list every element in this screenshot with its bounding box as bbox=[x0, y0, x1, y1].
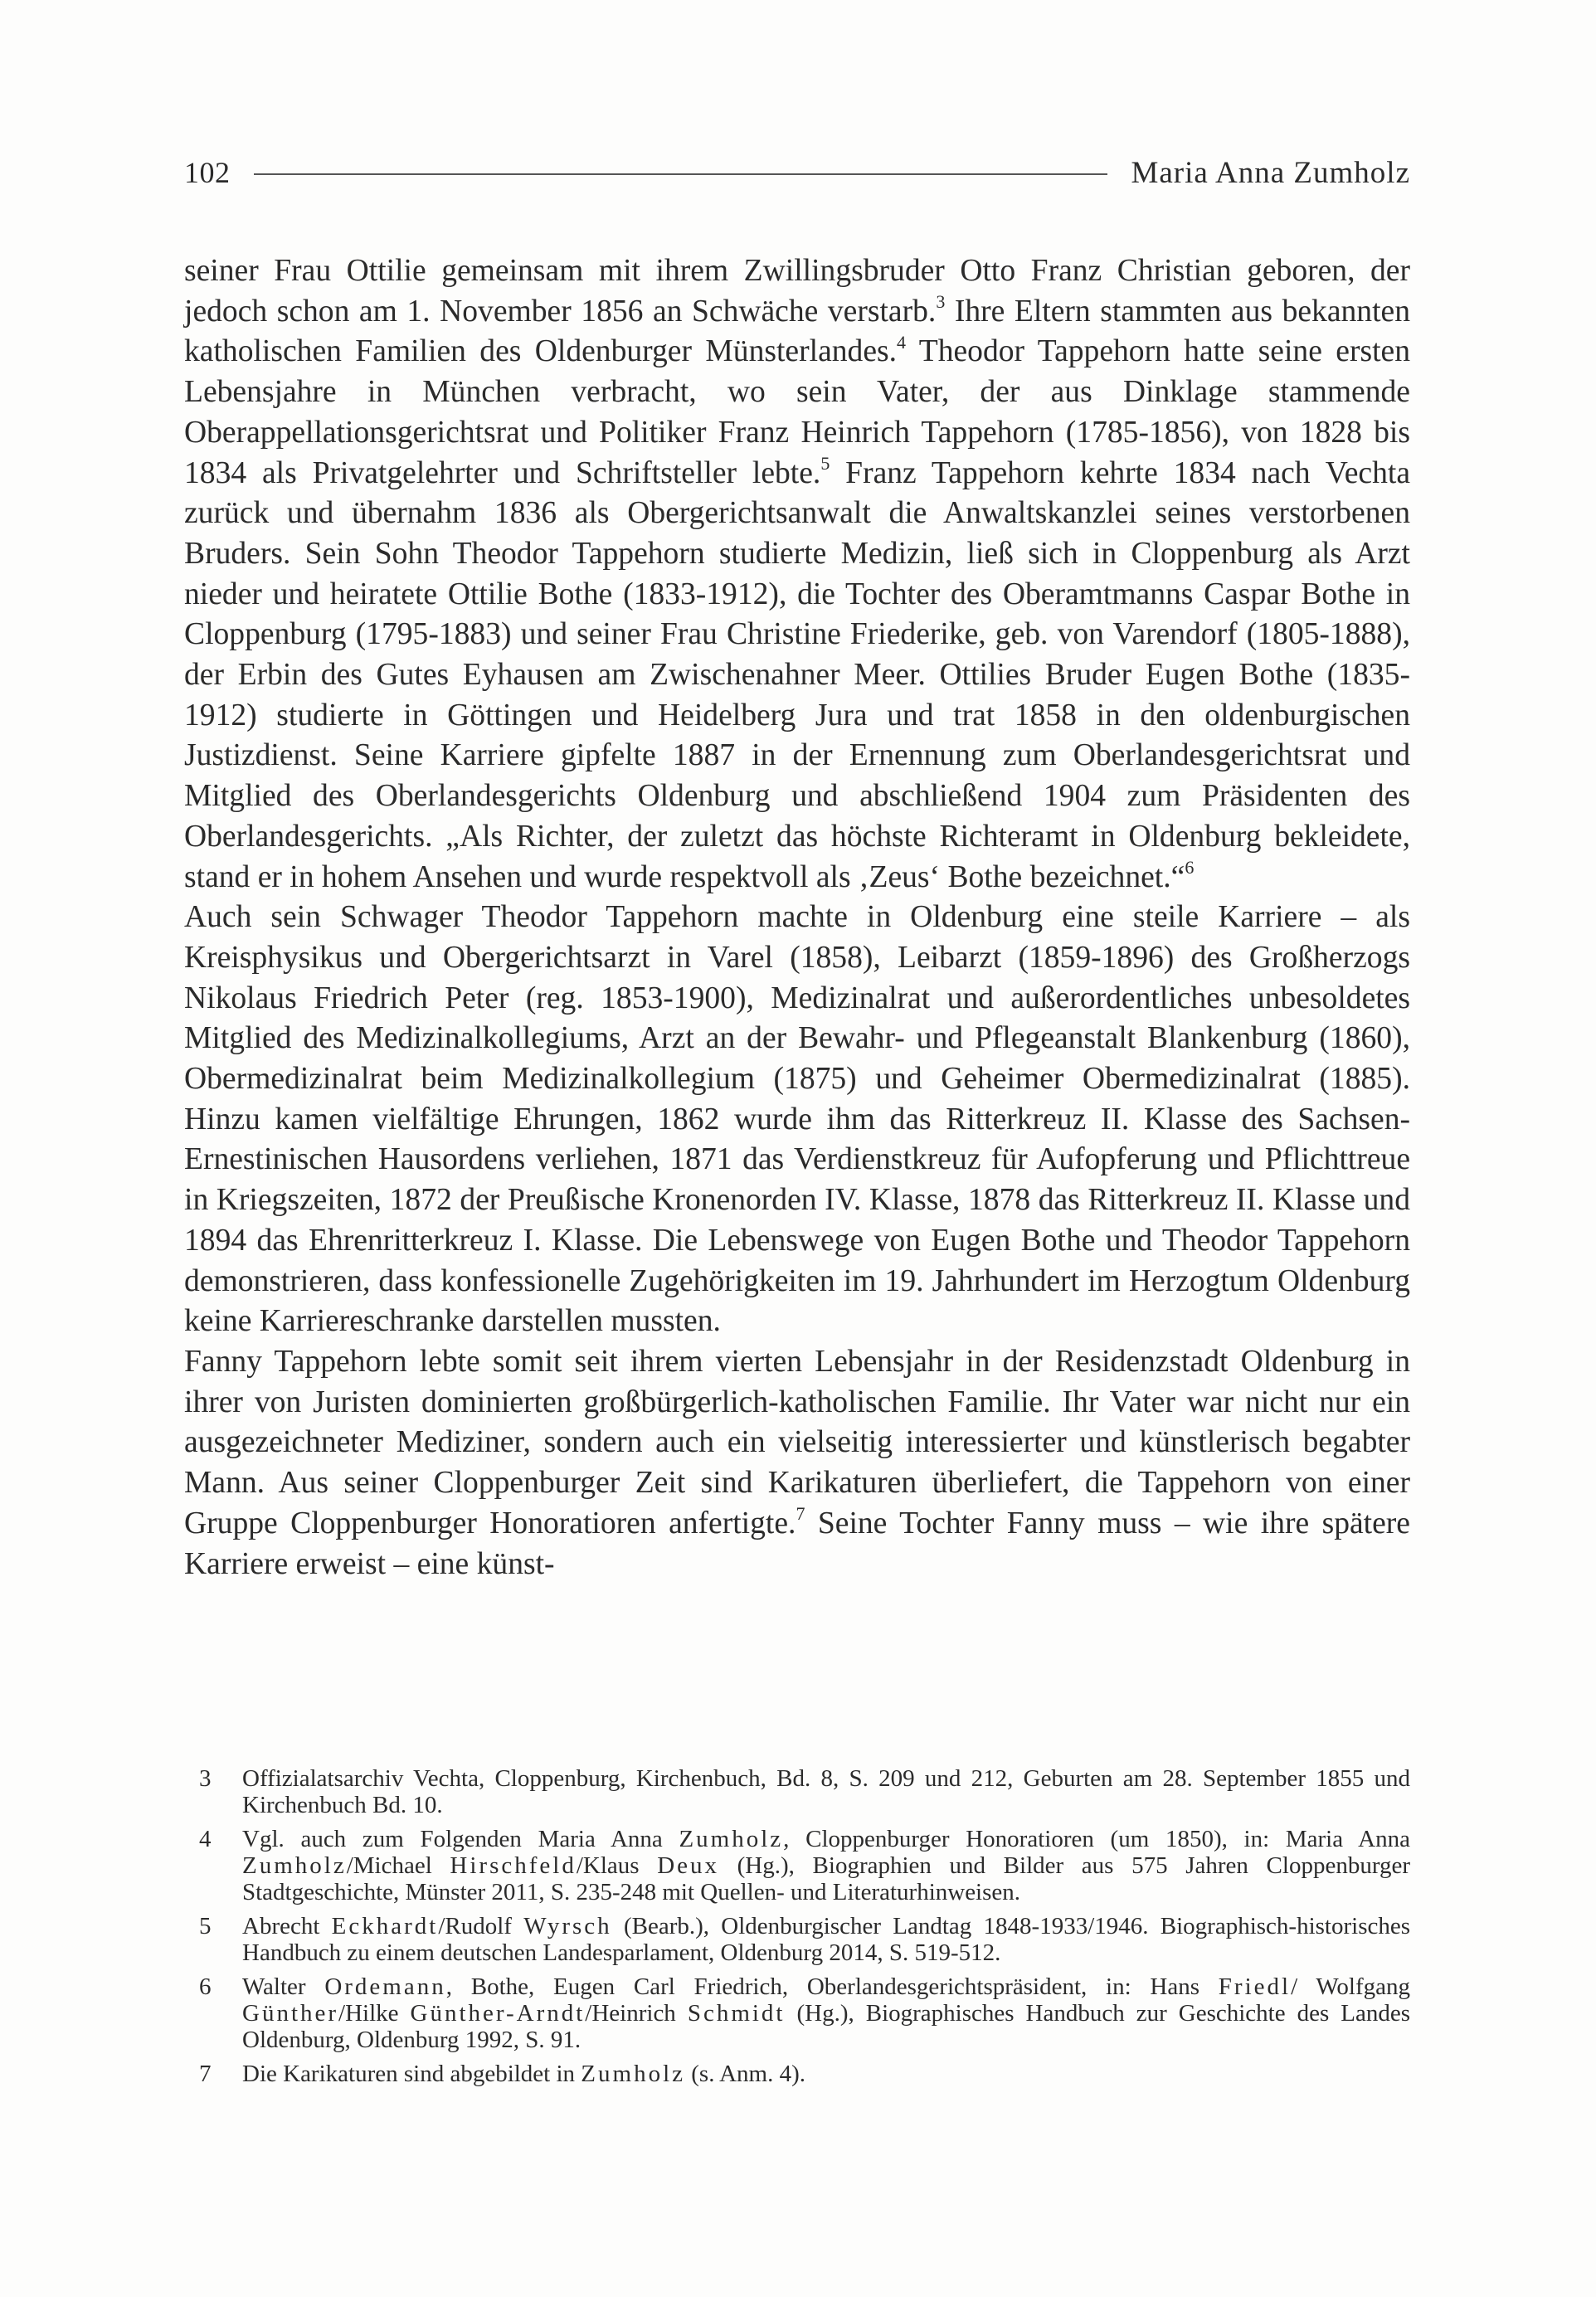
paragraph: Auch sein Schwager Theodor Tappehorn machte in Oldenburg eine steile Karriere – als Kreisphysikus und Obergerichtsarzt in Varel (1858), Leibarzt (1859-1896) des Großherzogs Nikolaus Friedrich Peter (reg. 1853-1900), Medizinalrat und außerordentliches unbesoldetes Mitglied des Medizinalkollegiums, Arzt an der Bewahr- und Pflegeanstalt Blankenburg (1860), Obermedizinalrat beim Medizinalkollegium (1875) und Geheimer Obermedizinalrat (1885). Hinzu kamen vielfältige Ehrungen, 1862 wurde ihm das Ritterkreuz II. Klasse des Sachsen-Ernestinischen Hausordens verliehen, 1871 das Verdienstkreuz für Aufopferung und Pflichttreue in Kriegszeiten, 1872 der Preußische Kronenorden IV. Klasse, 1878 das Ritterkreuz II. Klasse und 1894 das Ehrenritterkreuz I. Klasse. Die Lebenswege von Eugen Bothe und Theodor Tappehorn demonstrieren, dass konfessionelle Zugehörigkeiten im 19. Jahrhundert im Herzogtum Oldenburg keine Karriereschranke darstellen mussten. bbox=[184, 900, 1410, 1339]
footnote-text bbox=[242, 2061, 1410, 2087]
footnote bbox=[199, 1973, 1410, 2053]
body-text bbox=[184, 251, 1410, 1584]
footnote bbox=[199, 2061, 1410, 2087]
text-run: , Bothe, Eugen Carl Friedrich, Oberlandesgerichtspräsident, in: Hans bbox=[445, 1973, 1219, 2000]
author-name: Günther-Arndt bbox=[410, 2000, 586, 2027]
text-run: Walter bbox=[242, 1973, 325, 2000]
text-run: (Hg.), Biographien und Bilder aus 575 Jahren Cloppenburger Stadtgeschichte, Münster 2011, S. 235-248 mit Quellen- und Literaturhinweisen. bbox=[242, 1852, 1410, 1905]
footnote bbox=[199, 1765, 1410, 1818]
footnote-number: 7 bbox=[199, 2061, 212, 2087]
footnote bbox=[199, 1913, 1410, 1966]
paragraph bbox=[184, 1342, 1410, 1584]
text-run: seiner Frau Ottilie gemeinsam mit ihrem Zwillingsbruder Otto Franz Christian geboren, der jedoch schon am 1. November 1856 an Schwäche verstarb. bbox=[184, 254, 1410, 328]
text-run: (s. Anm. 4). bbox=[685, 2061, 805, 2087]
footnote-ref[interactable]: 5 bbox=[820, 452, 830, 474]
text-run: Ihre Eltern stammten aus bekannten katholischen Familien des Oldenburger Münsterlandes. bbox=[184, 294, 1410, 369]
text-run: /Klaus bbox=[576, 1852, 658, 1879]
running-head bbox=[184, 152, 1410, 193]
footnotes bbox=[199, 1765, 1410, 2095]
author-name: Hirschfeld bbox=[450, 1852, 577, 1879]
footnote-text bbox=[242, 1973, 1410, 2053]
footnote-number: 3 bbox=[199, 1765, 212, 1792]
author-name: Schmidt bbox=[687, 2000, 786, 2027]
text-run: Franz Tappehorn kehrte 1834 nach Vechta zurück und übernahm 1836 als Obergerichtsanwalt die Anwaltskanzlei seines verstorbenen Bruders. Sein Sohn Theodor Tappehorn studierte Medizin, ließ sich in Cloppenburg als Arzt nieder und heiratete Ottilie Bothe (1833-1912), die Tochter des Oberamtmanns Caspar Bothe in Cloppenburg (1795-1883) und seiner Frau Christine Friederike, geb. von Varendorf (1805-1888), der Erbin des Gutes Eyhausen am Zwischenahner Meer. Ottilies Bruder Eugen Bothe (1835-1912) studierte in Göttingen und Heidelberg Jura und trat 1858 in den oldenburgischen Justizdienst. Seine Karriere gipfelte 1887 in der Ernennung zum Oberlandesgerichtsrat und Mitglied des Oberlandesgerichts Oldenburg und abschließend 1904 zum Präsidenten des Oberlandesgerichts. „Als Richter, der zuletzt das höchste Richteramt in Oldenburg bekleidete, stand er in hohem Ansehen und wurde respektvoll als ‚Zeus‘ Bothe bezeichnet.“ bbox=[184, 455, 1410, 894]
footnote-number: 6 bbox=[199, 1973, 212, 2000]
footnote-number: 4 bbox=[199, 1826, 212, 1852]
author-name: Friedl bbox=[1218, 1973, 1292, 2000]
page-number: 102 bbox=[184, 156, 231, 189]
author-name: Günther bbox=[242, 2000, 339, 2027]
header-rule bbox=[254, 173, 1108, 175]
footnote-text bbox=[242, 1765, 1410, 1818]
text-run: Offizialatsarchiv Vechta, Cloppenburg, Kirchenbuch, Bd. 8, S. 209 und 212, Geburten am 28. September 1855 und Kirchenbuch Bd. 10. bbox=[242, 1765, 1410, 1818]
author-name: Deux bbox=[657, 1852, 720, 1879]
footnote-ref[interactable]: 4 bbox=[897, 331, 907, 353]
author-name: Ordemann bbox=[324, 1973, 446, 2000]
text-run: Seine Tochter Fanny muss – wie ihre spätere Karriere erweist – eine künst- bbox=[184, 1506, 1410, 1581]
text-run: (Hg.), Biographisches Handbuch zur Geschichte des Landes Oldenburg, Oldenburg 1992, S. 91. bbox=[242, 2000, 1410, 2053]
text-run: / Wolfgang bbox=[1291, 1973, 1410, 2000]
text-run: (Bearb.), Oldenburgischer Landtag 1848-1933/1946. Biographisch-historisches Handbuch zu einem deutschen Landesparlament, Oldenburg 2014, S. 519-512. bbox=[242, 1913, 1411, 1966]
footnote-ref[interactable]: 3 bbox=[936, 291, 946, 313]
text-run: /Michael bbox=[346, 1852, 450, 1879]
footnote-ref[interactable]: 6 bbox=[1185, 857, 1195, 878]
footnote-text bbox=[242, 1913, 1410, 1966]
text-run: Die Karikaturen sind abgebildet in bbox=[242, 2061, 581, 2087]
text-run: Abrecht bbox=[242, 1913, 332, 1939]
text-run: Theodor Tappehorn hatte seine ersten Lebensjahre in München verbracht, wo sein Vater, der aus Dinklage stammende Oberappellationsgerichtsrat und Politiker Franz Heinrich Tappehorn (1785-1856), von 1828 bis 1834 als Privatgelehrter und Schriftsteller lebte. bbox=[184, 334, 1410, 490]
author-name: Zumholz bbox=[679, 1826, 784, 1852]
text-run: Fanny Tappehorn lebte somit seit ihrem vierten Lebensjahr in der Residenzstadt Oldenburg in ihrer von Juristen dominierten großbürgerlich-katholischen Familie. Ihr Vater war nicht nur ein ausgezeichneter Mediziner, sondern auch ein vielseitig interessierter und künstlerisch begabter Mann. Aus seiner Cloppenburger Zeit sind Karikaturen überliefert, die Tappehorn von einer Gruppe Cloppenburger Honoratioren anfertigte. bbox=[184, 1344, 1410, 1540]
paragraph bbox=[184, 251, 1410, 898]
running-head-author: Maria Anna Zumholz bbox=[1131, 155, 1410, 190]
footnote-text bbox=[242, 1826, 1410, 1905]
author-name: Wyrsch bbox=[523, 1913, 612, 1939]
text-run: /Rudolf bbox=[438, 1913, 524, 1939]
author-name: Eckhardt bbox=[331, 1913, 439, 1939]
author-name: Zumholz bbox=[581, 2061, 685, 2087]
text-run: /Hilke bbox=[338, 2000, 411, 2027]
author-name: Zumholz bbox=[242, 1852, 347, 1879]
text-run: /Heinrich bbox=[585, 2000, 688, 2027]
footnote-number: 5 bbox=[199, 1913, 212, 1939]
text-run: , Cloppenburger Honoratioren (um 1850), in: Maria Anna bbox=[783, 1826, 1411, 1852]
footnote bbox=[199, 1826, 1410, 1905]
text-run: Vgl. auch zum Folgenden Maria Anna bbox=[242, 1826, 679, 1852]
footnote-ref[interactable]: 7 bbox=[796, 1503, 805, 1525]
